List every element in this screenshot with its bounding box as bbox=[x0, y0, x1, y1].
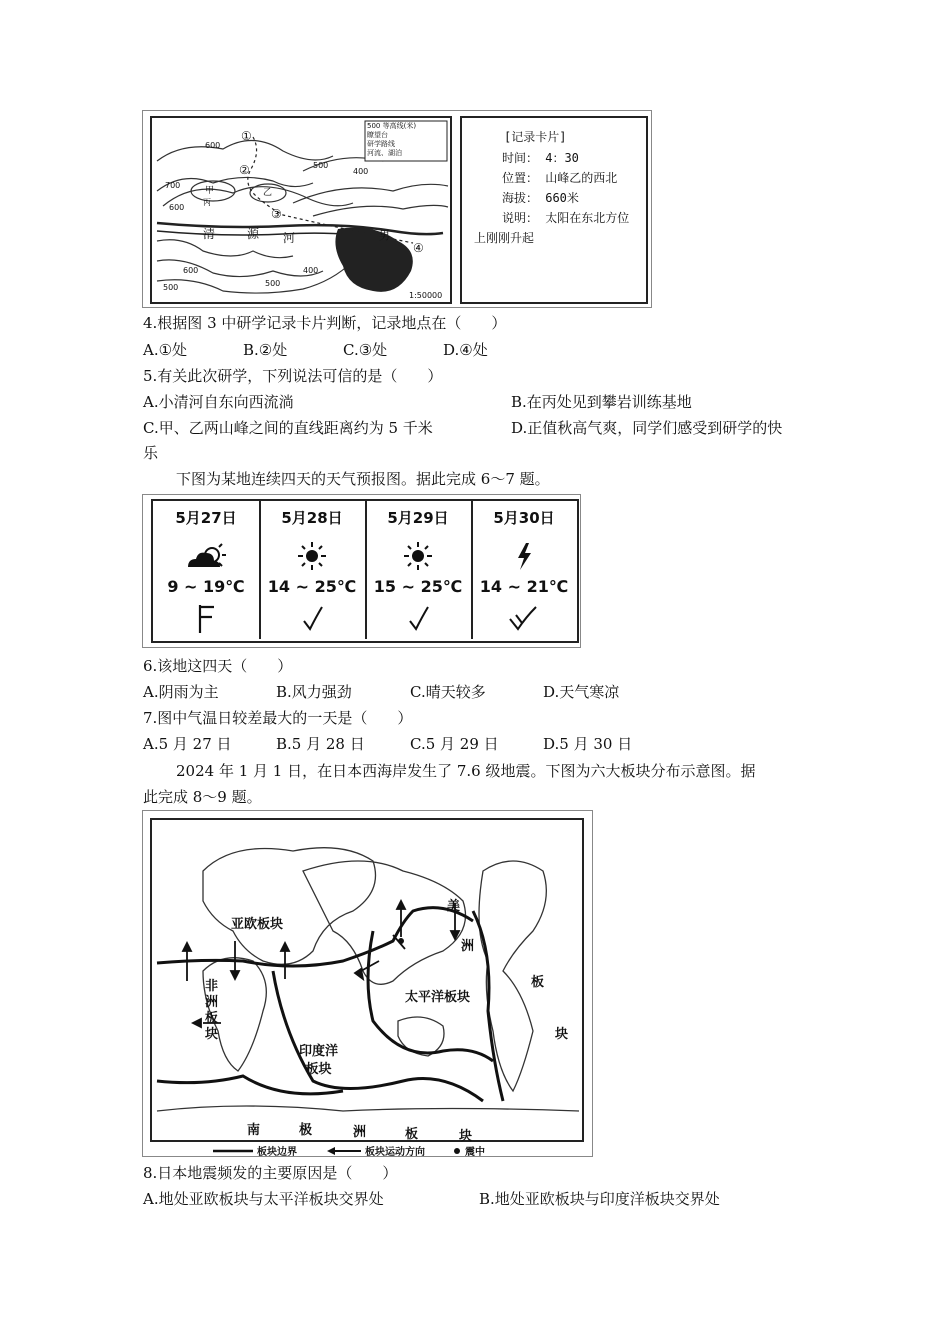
q8-option-a: A.地处亚欧板块与太平洋板块交界处 bbox=[143, 1190, 384, 1208]
record-card-note-cont: 上刚刚升起 bbox=[474, 231, 535, 245]
weather-date: 5月27日 bbox=[175, 509, 237, 527]
plate-char: 板 bbox=[205, 1011, 219, 1026]
plate-label-line: 印度洋 bbox=[299, 1044, 339, 1059]
weather-date: 5月28日 bbox=[281, 509, 343, 527]
q4-option-b: B.②处 bbox=[243, 341, 288, 359]
weather-temp: 14 ~ 25℃ bbox=[267, 577, 357, 596]
point-1-label: ① bbox=[241, 129, 252, 143]
plate-char: 非 bbox=[205, 979, 219, 994]
weather-day-1 bbox=[153, 501, 261, 639]
contour-label: 500 bbox=[265, 279, 281, 288]
sun-icon bbox=[290, 539, 334, 573]
plate-char: 板 bbox=[405, 1127, 419, 1142]
plate-label-line: 板块 bbox=[305, 1062, 332, 1077]
contour-label: 600 bbox=[183, 266, 199, 275]
weather-date: 5月29日 bbox=[387, 509, 449, 527]
record-card-time: 时间： 4：30 bbox=[502, 151, 579, 165]
q8-option-b: B.地处亚欧板块与印度洋板块交界处 bbox=[479, 1190, 720, 1208]
plate-char: 极 bbox=[299, 1123, 313, 1138]
q5-option-b: B.在丙处见到攀岩训练基地 bbox=[511, 393, 692, 411]
q4-option-c: C.③处 bbox=[343, 341, 388, 359]
q4-stem: 4.根据图 3 中研学记录卡片判断，记录地点在（ ） bbox=[143, 314, 507, 332]
weather-day-4 bbox=[471, 501, 577, 639]
figure-plate-map bbox=[142, 810, 593, 1157]
point-3-label: ③ bbox=[271, 207, 282, 221]
wind-level-symbol bbox=[186, 601, 226, 635]
contour-label: 600 bbox=[205, 141, 221, 150]
weather-temp: 9 ~ 19℃ bbox=[167, 577, 245, 596]
lightning-icon bbox=[502, 539, 546, 573]
legend-route: 研学路线 bbox=[367, 140, 395, 148]
contour-label: 700 bbox=[165, 181, 181, 190]
q5-stem: 5.有关此次研学，下列说法可信的是（ ） bbox=[143, 367, 443, 385]
plate-char: 板 bbox=[531, 975, 545, 990]
q6-option-d: D.天气寒凉 bbox=[543, 683, 620, 701]
river-char: 清 bbox=[203, 227, 216, 241]
weather-temp: 14 ~ 21℃ bbox=[479, 577, 569, 596]
peak-yi-label: 乙 bbox=[263, 188, 273, 198]
contour-label: 500 bbox=[163, 283, 179, 292]
plate-char: 洲 bbox=[353, 1125, 367, 1140]
river-char: 河 bbox=[283, 231, 296, 245]
weather-table bbox=[151, 499, 579, 643]
intro-8-9: 2024 年 1 月 1 日，在日本西海岸发生了 7.6 级地震。下图为六大板块分布示意图。据 bbox=[176, 762, 756, 780]
peak-jia-label: 甲 bbox=[205, 186, 215, 196]
record-card-altitude: 海拔： 660米 bbox=[502, 191, 579, 205]
weather-day-3 bbox=[365, 501, 473, 639]
plate-char: 块 bbox=[555, 1027, 569, 1042]
plate-char: 块 bbox=[205, 1027, 219, 1042]
legend-boundary: 板块边界 bbox=[257, 1147, 297, 1158]
q7-option-b: B.5 月 28 日 bbox=[276, 735, 365, 753]
point-2-label: ② bbox=[239, 163, 250, 177]
river-char: 源 bbox=[247, 227, 260, 241]
contour-label: 400 bbox=[353, 167, 369, 176]
plate-label-african bbox=[205, 979, 218, 1043]
q6-stem: 6.该地这四天（ ） bbox=[143, 657, 293, 675]
plate-char: 洲 bbox=[205, 995, 219, 1010]
point-4-label: ④ bbox=[413, 241, 424, 255]
q7-option-d: D.5 月 30 日 bbox=[543, 735, 633, 753]
record-card-title: [记录卡片] bbox=[504, 130, 567, 144]
contour-label: 500 bbox=[313, 161, 329, 170]
record-card-position: 位置： 山峰乙的西北 bbox=[502, 171, 618, 185]
q7-stem: 7.图中气温日较差最大的一天是（ ） bbox=[143, 709, 413, 727]
weather-day-2 bbox=[259, 501, 367, 639]
topo-legend bbox=[367, 122, 416, 158]
q5-option-d: D.正值秋高气爽，同学们感受到研学的快 bbox=[511, 419, 783, 437]
plate-label-indian bbox=[299, 1043, 338, 1079]
plate-label-pacific: 太平洋板块 bbox=[405, 990, 471, 1005]
weather-temp: 15 ~ 25℃ bbox=[373, 577, 463, 596]
q8-stem: 8.日本地震频发的主要原因是（ ） bbox=[143, 1164, 398, 1182]
plate-char: 洲 bbox=[461, 939, 475, 954]
q6-option-c: C.晴天较多 bbox=[410, 683, 486, 701]
wind-level-symbol bbox=[292, 601, 332, 635]
legend-lookout: 瞭望台 bbox=[367, 131, 388, 139]
q4-option-d: D.④处 bbox=[443, 341, 488, 359]
q5-option-d-cont: 乐 bbox=[143, 444, 159, 462]
q5-option-c: C.甲、乙两山峰之间的直线距离约为 5 千米 bbox=[143, 419, 433, 437]
legend-contour: 500 等高线(米) bbox=[367, 122, 417, 130]
plate-char: 块 bbox=[459, 1129, 473, 1144]
q5-option-a: A.小清河自东向西流淌 bbox=[143, 393, 294, 411]
legend-motion: 板块运动方向 bbox=[365, 1147, 425, 1158]
plate-label-eurasian: 亚欧板块 bbox=[231, 917, 284, 932]
q6-option-a: A.阴雨为主 bbox=[143, 683, 219, 701]
figure-weather-forecast bbox=[142, 494, 581, 648]
record-card-note: 说明： 太阳在东北方位 bbox=[502, 211, 630, 225]
plate-char: 美 bbox=[447, 899, 461, 914]
q7-option-a: A.5 月 27 日 bbox=[143, 735, 232, 753]
intro-8-9-cont: 此完成 8～9 题。 bbox=[143, 788, 262, 806]
place-bing-label: 丙 bbox=[203, 198, 211, 207]
contour-label: 600 bbox=[169, 203, 185, 212]
contour-label: 400 bbox=[303, 266, 319, 275]
q4-option-a: A.①处 bbox=[143, 341, 188, 359]
sun-icon bbox=[396, 539, 440, 573]
wind-level-symbol bbox=[504, 601, 544, 635]
legend-epicenter: 震中 bbox=[465, 1147, 485, 1158]
q7-option-c: C.5 月 29 日 bbox=[410, 735, 499, 753]
wind-level-symbol bbox=[398, 601, 438, 635]
q6-option-b: B.风力强劲 bbox=[276, 683, 352, 701]
plate-char: 南 bbox=[247, 1123, 261, 1138]
legend-water: 河流、湖泊 bbox=[367, 149, 402, 157]
record-card bbox=[476, 126, 656, 312]
map-scale: 1:50000 bbox=[409, 291, 443, 300]
cloudy-sun-icon bbox=[184, 539, 228, 573]
river-char: 男 bbox=[379, 229, 390, 242]
intro-6-7: 下图为某地连续四天的天气预报图。据此完成 6～7 题。 bbox=[176, 470, 550, 488]
weather-date: 5月30日 bbox=[493, 509, 555, 527]
